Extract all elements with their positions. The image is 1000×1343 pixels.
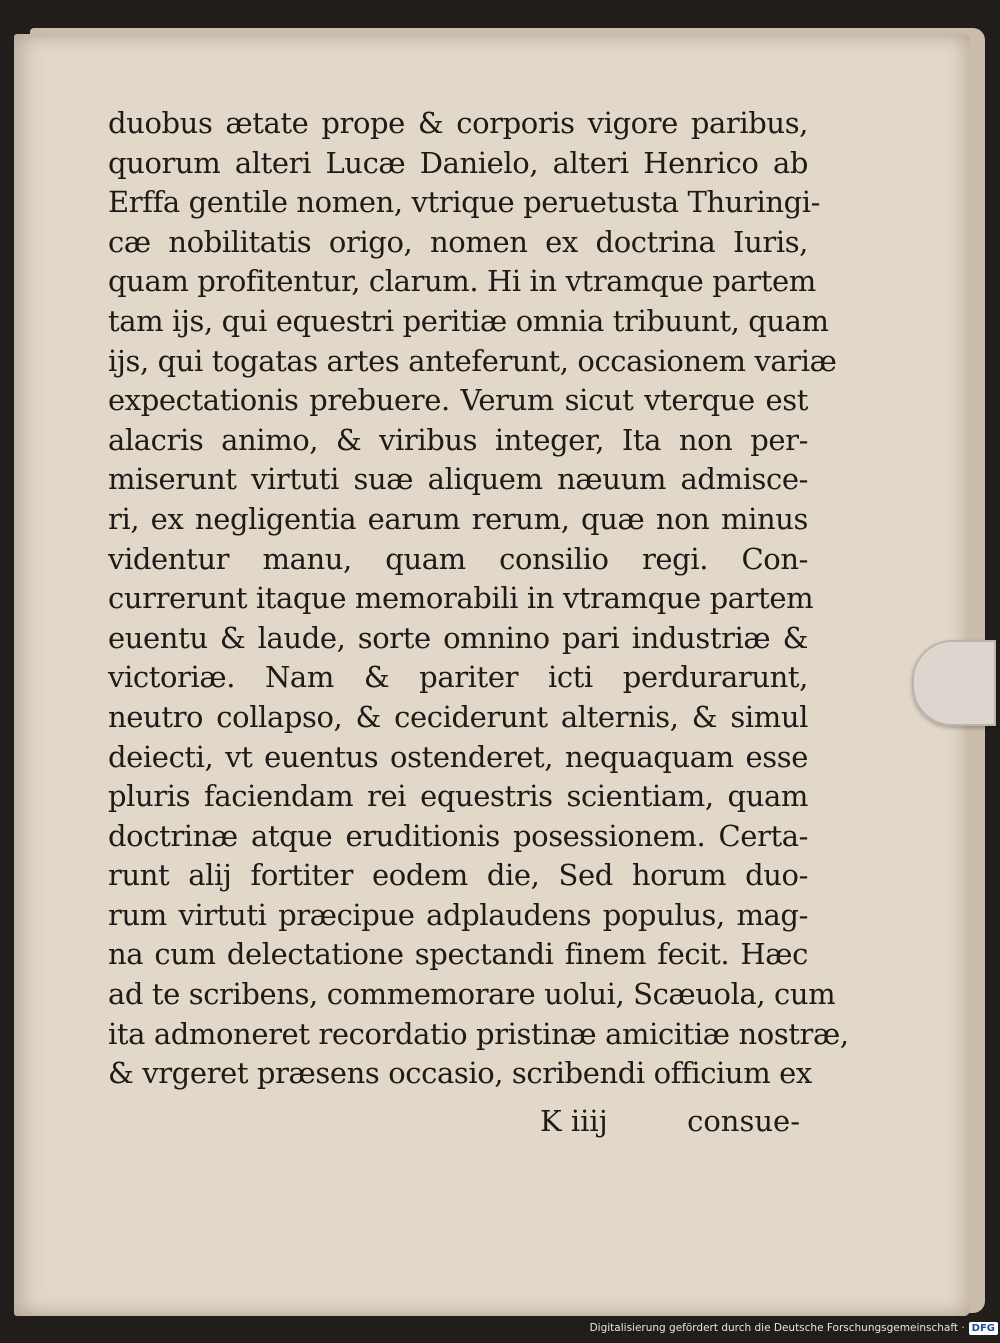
text-line: euentu & laude, sorte omnino pari industriæ & [108, 620, 808, 655]
text-line: doctrinæ atque eruditionis posessionem. Certa- [108, 818, 808, 853]
dfg-logo: DFG [969, 1322, 998, 1335]
text-line: ri, ex negligentia earum rerum, quæ non minus [108, 501, 808, 536]
text-line: victoriæ. Nam & pariter icti perdurarunt, [108, 660, 808, 695]
text-line: miserunt virtuti suæ aliquem næuum admisce- [108, 462, 808, 497]
signature-mark: K iiij [540, 1104, 608, 1138]
text-line: neutro collapso, & ceciderunt alternis, & simul [108, 699, 808, 734]
text-line: quorum alteri Lucæ Danielo, alteri Henrico ab [108, 145, 808, 180]
page-clip-tab [912, 640, 996, 726]
text-line: ijs, qui togatas artes anteferunt, occasionem variæ [108, 343, 837, 378]
text-line: rum virtuti præcipue adplaudens populus, mag- [108, 897, 808, 932]
text-line: runt alij fortiter eodem die, Sed horum duo- [108, 858, 808, 893]
text-line: & vrgeret præsens occasio, scribendi officium ex [108, 1056, 812, 1091]
text-line: deiecti, vt euentus ostenderet, nequaquam esse [108, 739, 808, 774]
digitization-credit [590, 1318, 998, 1338]
text-line: duobus ætate prope & corporis vigore paribus, [108, 106, 808, 140]
text-line: Erffa gentile nomen, vtrique peruetusta Thuringi- [108, 185, 821, 220]
text-line: pluris faciendam rei equestris scientiam, quam [108, 779, 808, 814]
text-line: na cum delectatione spectandi finem fecit. Hæc [108, 937, 808, 972]
text-line: currerunt itaque memorabili in vtramque partem [108, 581, 814, 616]
text-line: cæ nobilitatis origo, nomen ex doctrina Iuris, [108, 224, 808, 259]
text-line: videntur manu, quam consilio regi. Con- [108, 541, 808, 576]
text-line: ita admoneret recordatio pristinæ amicitiæ nostræ, [108, 1016, 849, 1051]
text-line: alacris animo, & viribus integer, Ita non per- [108, 422, 808, 457]
text-line: tam ijs, qui equestri peritiæ omnia tribuunt, quam [108, 303, 829, 338]
catchword: consue- [687, 1104, 800, 1138]
text-line: expectationis prebuere. Verum sicut vterque est [108, 383, 808, 418]
page-text [108, 104, 849, 1094]
text-line: quam profitentur, clarum. Hi in vtramque partem [108, 264, 816, 299]
page-footer-line [540, 1102, 800, 1142]
text-line: ad te scribens, commemorare uolui, Scæuola, cum [108, 977, 836, 1012]
credit-text: Digitalisierung gefördert durch die Deutsche Forschungsgemeinschaft · [589, 1322, 965, 1334]
